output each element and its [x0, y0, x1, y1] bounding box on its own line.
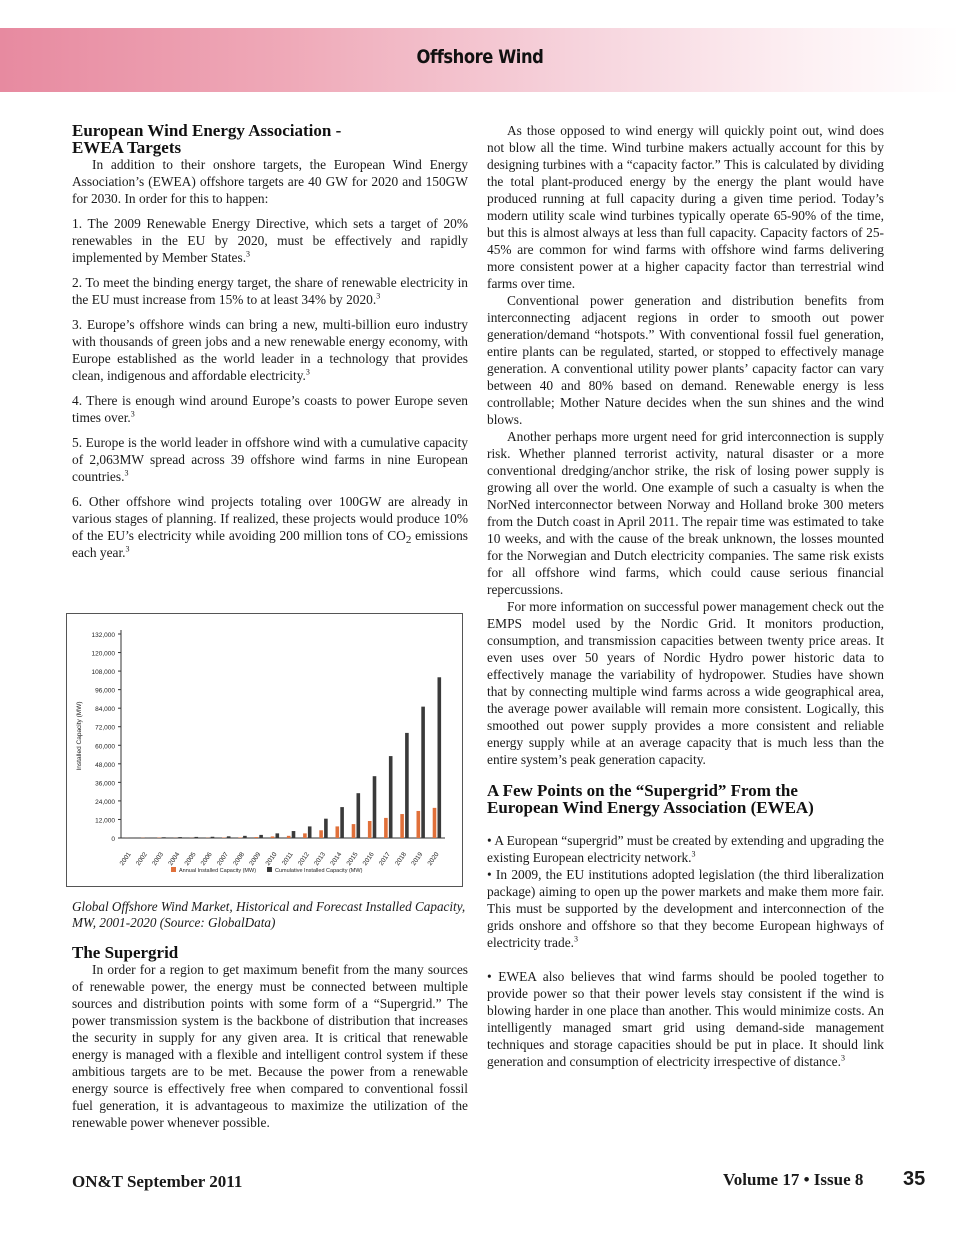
footer-publication: ON&T September 2011 [72, 1172, 243, 1191]
bar-annual-2018 [400, 814, 404, 838]
bar-cumulative-2009 [259, 835, 263, 838]
x-tick-label: 2008 [232, 851, 247, 867]
y-tick-label: 84,000 [95, 706, 115, 714]
y-tick-label: 24,000 [95, 798, 115, 806]
x-tick-label: 2011 [280, 851, 295, 867]
supergrid-bullet-3: • EWEA also believes that wind farms should be pooled together to provide power so that their power levels stay consistent if the wind is blowing harder in one place than another. This would minimize costs. An intelligently managed smart grid using demand-side management techniques and storage capacities should be put in place. It should link generation and consumption of electricity irrespective of distance.$^3$ [487, 969, 884, 1069]
y-tick-label: 0 [111, 836, 115, 843]
chart-caption: Global Offshore Wind Market, Historical and Forecast Installed Capacity, MW, 2001-2020 (Source: GlobalData) [72, 899, 466, 930]
x-tick-label: 2001 [118, 851, 133, 867]
y-tick-label: 132,000 [91, 632, 115, 639]
x-tick-label: 2004 [167, 851, 182, 867]
legend-label-annual: Annual Installed Capacity (MW) [179, 868, 257, 874]
supergrid-points-heading: A Few Points on the “Supergrid” From the European Wind Energy Association (EWEA) [487, 781, 814, 817]
bar-annual-2008 [238, 837, 242, 838]
chart-figure [66, 613, 463, 887]
bar-cumulative-2010 [276, 833, 280, 838]
x-tick-label: 2003 [151, 851, 166, 867]
bar-cumulative-2014 [340, 807, 344, 838]
y-tick-label: 36,000 [95, 780, 115, 788]
bar-cumulative-2005 [195, 837, 199, 838]
bar-cumulative-2020 [438, 677, 442, 838]
section-title: Offshore Wind [416, 46, 544, 68]
bar-cumulative-2015 [357, 793, 361, 838]
y-tick-label: 96,000 [95, 687, 115, 695]
bar-cumulative-2006 [211, 837, 215, 838]
x-tick-label: 2018 [394, 851, 409, 867]
x-tick-label: 2009 [248, 851, 263, 867]
supergrid-heading: The Supergrid [72, 943, 179, 962]
bar-annual-2010 [271, 836, 275, 838]
bar-annual-2020 [433, 808, 437, 838]
bar-cumulative-2011 [292, 831, 296, 838]
x-tick-label: 2006 [199, 851, 214, 867]
page-number: 35 [903, 1168, 926, 1190]
bar-annual-2011 [287, 836, 291, 838]
left-column [72, 122, 468, 561]
bar-annual-2009 [255, 837, 259, 838]
y-tick-label: 48,000 [95, 761, 115, 769]
supergrid-text: In order for a region to get maximum benefit from the many sources of renewable power, the energy must be connected between multiple sources and distribution points with some form of a “Supergrid.” The power transmission system is the backbone of distribution that increases the security in supply for any given area. It is critical that renewable energy is managed with a flexible and intelligent control system if these ambitious targets are to be met. Because the power from a renewable energy source is effectively free when compared to conventional fossil fuel generation, it is advantageous to maximize the utilization of the renewable power whenever possible. [72, 962, 468, 1130]
bar-annual-2013 [319, 830, 323, 838]
bar-cumulative-2013 [324, 819, 328, 838]
target-item-2: 2. To meet the binding energy target, the share of renewable electricity in the EU must increase from 15% to at least 34% by 2020.$^3$ [72, 275, 468, 307]
x-tick-label: 2019 [410, 851, 425, 867]
bar-cumulative-2007 [227, 836, 231, 838]
right-column [487, 122, 884, 1070]
x-tick-label: 2017 [377, 851, 392, 867]
legend-swatch-cumulative [267, 867, 272, 872]
bar-annual-2019 [417, 811, 421, 838]
bar-cumulative-2004 [178, 837, 182, 838]
x-tick-label: 2015 [345, 851, 360, 867]
bar-annual-2014 [336, 826, 340, 838]
x-tick-label: 2014 [329, 851, 344, 867]
bar-cumulative-2012 [308, 826, 312, 838]
x-tick-label: 2020 [426, 851, 441, 867]
supergrid-bullet-2: • In 2009, the EU institutions adopted legislation (the third liberalization package) aiming to open up the power markets and make them more fair. This must be supported by the development and interconnection of the grids onshore and offshore so that they become European highways of electricity trade.$^3$ [487, 867, 884, 950]
y-tick-label: 12,000 [95, 817, 115, 825]
y-tick-label: 120,000 [91, 650, 115, 658]
legend-swatch-annual [171, 867, 176, 872]
supergrid-section [72, 944, 468, 1131]
interconnection-paragraph: Conventional power generation and distribution benefits from interconnecting adjacent regions in order to smooth out power generation/demand “hotspots.” With conventional fossil fuel generation, entire plants can be regulated, started, or stopped to effectively manage generation. A conventional utility power plants’ capacity factor can vary between 40 and 80% based on demand. Renewable energy is less controllable; Mother Nature decides when the sun shines and the wind blows. [487, 293, 884, 427]
emps-paragraph: For more information on successful power management check out the EMPS model used by the Nordic Grid. It monitors production, consumption, and transmission capacities between twenty price areas. It even uses over 50 years of Nordic Hydro power historic data to effectively manage the variability of hydropower. Studies have shown that by connecting multiple wind farms across a wide geographical area, the average power available will remain more consistent. Logically, this smoothed out power supply provides a more consistent and reliable energy supply while at an average capacity that is much less than the entire system’s peak generation capacity. [487, 599, 884, 767]
bar-annual-2017 [384, 818, 388, 838]
ewea-targets-heading: European Wind Energy Association - EWEA Targets [72, 121, 342, 157]
footer-volume: Volume 17 • Issue 8 [723, 1170, 864, 1189]
target-item-5: 5. Europe is the world leader in offshore wind with a cumulative capacity of 2,063MW spread across 39 offshore wind farms in nine European countries.$^3$ [72, 435, 468, 484]
legend-label-cumulative: Cumulative Installed Capacity (MW) [275, 868, 363, 874]
bar-cumulative-2008 [243, 836, 247, 838]
capacity-factor-paragraph: As those opposed to wind energy will quickly point out, wind does not blow all the time. Wind turbine makers actually account for this by designing turbines with a “capacity factor.” This is calculated by dividing the total plant-produced energy by the energy the plant would have produced running at full capacity during a given time period. Today’s modern utility scale wind turbines typically operate 65-90% of the time, but this is almost always at less than full capacity. Capacity factors of 25-45% are common for wind farms with offshore wind farms delivering more consistent power at a higher capacity factor than terrestrial wind farms over time. [487, 123, 884, 291]
target-item-4: 4. There is enough wind around Europe’s coasts to power Europe seven times over.$^3$ [72, 393, 468, 425]
bar-cumulative-2018 [405, 733, 409, 838]
supergrid-bullet-1: • A European “supergrid” must be created by extending and upgrading the existing European electricity network.$^3$ [487, 833, 884, 865]
ewea-intro: In addition to their onshore targets, the European Wind Energy Association’s (EWEA) offshore targets are 40 GW for 2020 and 150GW for 2030. In order for this to happen: [72, 157, 468, 206]
x-tick-label: 2016 [361, 851, 376, 867]
bar-cumulative-2016 [373, 776, 377, 838]
x-tick-label: 2007 [215, 851, 230, 867]
bar-annual-2016 [368, 821, 372, 838]
offshore-capacity-chart [67, 614, 462, 886]
target-item-3: 3. Europe’s offshore winds can bring a new, multi-billion euro industry with thousands of green jobs and a new renewable energy economy, with Europe established as the world leader in a technology that provides clean, indigenous and affordable electricity.$^3$ [72, 317, 468, 383]
x-tick-label: 2005 [183, 851, 198, 867]
x-tick-label: 2012 [296, 851, 311, 867]
bar-annual-2015 [352, 824, 356, 838]
y-tick-label: 108,000 [91, 669, 115, 677]
supply-risk-paragraph: Another perhaps more urgent need for grid interconnection is supply risk. Whether planned terrorist activity, natural disaster or a more conventional dredging/anchor strike, the risk of losing power supply is growing all over the world. One example of such a casualty is when the NorNed interconnector between Norway and Holland broke 300 meters from the Dutch coast in April 2011. The repair time was estimated to take 10 weeks, and with the cause of the break unknown, the losses mounted for the Norwegian and Dutch electricity companies. The same risk exists for all offshore wind farms, which could cause serious financial repercussions. [487, 429, 884, 597]
bar-annual-2012 [303, 833, 307, 838]
x-tick-label: 2010 [264, 851, 279, 867]
bar-cumulative-2017 [389, 756, 393, 838]
bar-cumulative-2019 [421, 707, 425, 838]
y-axis-title: Installed Capacity (MW) [76, 701, 83, 771]
target-item-6: 6. Other offshore wind projects totaling over 100GW are already in various stages of planning. If realized, these projects would produce 10% of the EU’s electricity while avoiding 200 million tons of $CO_2$ emissions each year.$^3$ [72, 494, 469, 560]
y-tick-label: 60,000 [95, 743, 115, 751]
x-tick-label: 2002 [134, 851, 149, 867]
x-tick-label: 2013 [313, 851, 328, 867]
y-tick-label: 72,000 [95, 724, 115, 732]
target-item-1: 1. The 2009 Renewable Energy Directive, which sets a target of 20% renewables in the EU by 2020, must be effectively and rapidly implemented by Member States.$^3$ [72, 216, 468, 265]
bar-cumulative-2003 [162, 837, 166, 838]
